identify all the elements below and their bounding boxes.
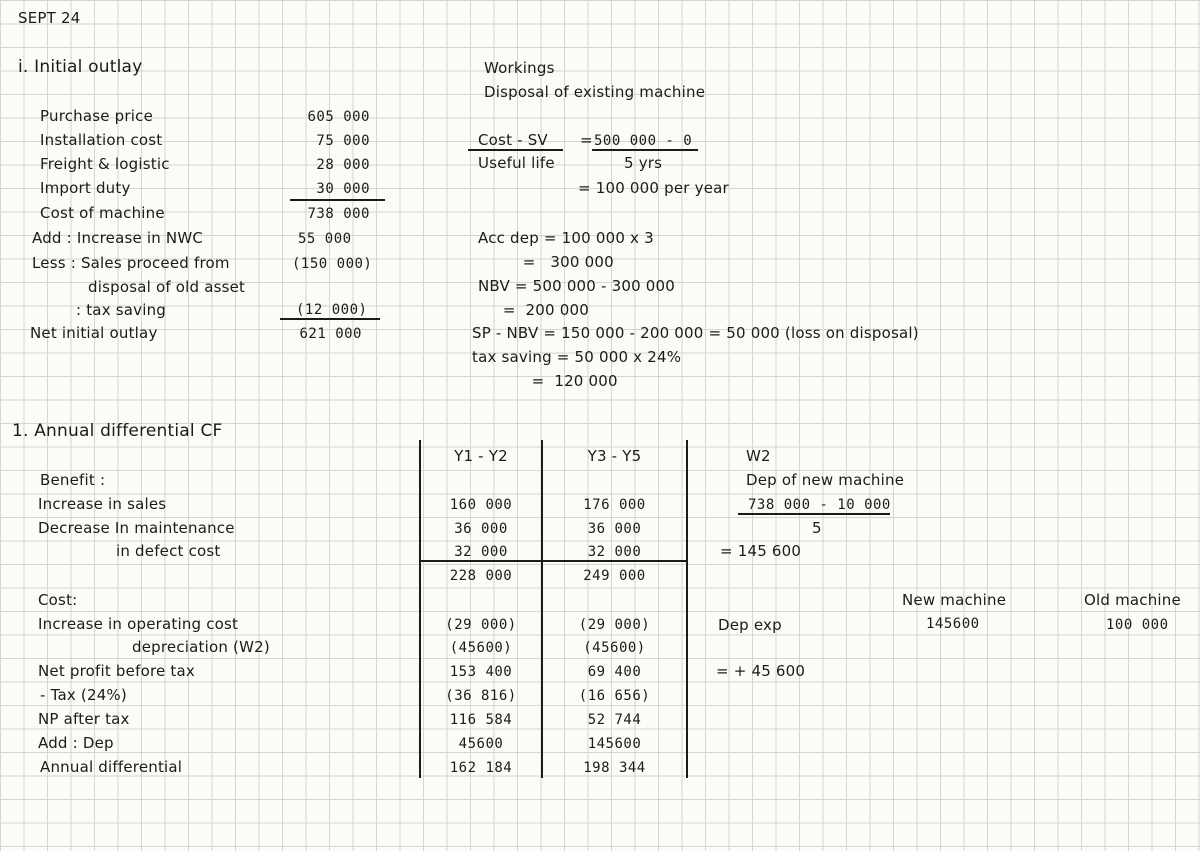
workings-line: = 200 000 [478,301,589,319]
row-label: NP after tax [38,710,130,728]
old-machine-value: 100 000 [1106,617,1169,633]
initial-outlay-heading: i. Initial outlay [18,57,143,77]
row-label: Less : Sales proceed from [32,254,230,272]
row-value-y1: (36 816) [445,688,517,704]
row-value-y1: 32 000 [454,544,508,560]
row-label: Add : Increase in NWC [32,229,204,247]
w2-heading: W2 [746,447,771,465]
row-label: depreciation (W2) [132,638,270,656]
w2-numerator: 738 000 - 10 000 [748,497,891,513]
column-header-y3-y5: Y3 - Y5 [587,447,642,465]
row-label: : tax saving [76,301,167,319]
workings-line: = 120 000 [472,372,618,390]
workings-line: tax saving = 50 000 x 24% [472,348,682,366]
subtotal-rule [290,199,385,201]
row-value: (12 000) [296,302,368,318]
new-machine-value: 145600 [926,616,980,632]
row-label: Freight & logistic [40,155,170,173]
row-label: disposal of old asset [88,278,246,296]
workings-subheading: Disposal of existing machine [484,83,706,101]
row-label: Installation cost [40,131,163,149]
row-value: (150 000) [292,256,373,272]
column-rule [686,440,688,778]
row-value-y3: 176 000 [583,497,646,513]
dep-exp-label: Dep exp [718,616,782,634]
row-value-y3: (29 000) [578,617,651,633]
fraction-right-numerator: 500 000 - 0 [594,133,693,149]
row-label: Benefit : [40,471,106,489]
row-value-y1: (29 000) [445,617,517,633]
fraction-left-numerator: Cost - SV [478,131,548,149]
row-value-y1: (45600) [449,640,513,656]
dep-per-year: = 100 000 per year [578,179,729,197]
row-value-y1: 36 000 [454,521,508,537]
row-label: in defect cost [116,542,221,560]
fraction-bar [468,149,563,151]
row-value: 75 000 [316,133,370,149]
row-value-y3: 198 344 [583,760,646,776]
row-value-y3: 69 400 [587,664,642,680]
row-value-y3: 36 000 [587,521,642,537]
row-value: 621 000 [299,326,362,342]
row-label: Net initial outlay [30,324,158,342]
w2-result: = 145 600 [720,542,802,560]
row-label: Net profit before tax [38,662,195,680]
row-value-y1: 153 400 [449,664,513,680]
dep-difference: = + 45 600 [716,662,806,680]
page-date: SEPT 24 [18,9,81,27]
row-value-y3: 145600 [587,736,642,752]
row-label: Increase in sales [38,495,167,513]
row-label: Cost: [38,591,78,609]
total-rule [280,318,380,320]
column-header-y1-y2: Y1 - Y2 [454,447,508,465]
row-value: 738 000 [307,206,370,222]
row-value-y3: 32 000 [587,544,642,560]
fraction-right-denominator: 5 yrs [624,154,663,172]
fraction-bar [592,149,698,151]
benefit-total-y3: 249 000 [583,568,646,584]
row-value-y3: (45600) [583,640,646,656]
workings-heading: Workings [484,59,555,77]
row-value-y1: 45600 [458,736,504,752]
fraction-bar [738,513,890,515]
row-label: Add : Dep [38,734,114,752]
row-label: Increase in operating cost [38,615,239,633]
row-value-y1: 116 584 [449,712,513,728]
fraction-left-denominator: Useful life [478,154,555,172]
row-value: 28 000 [316,157,370,173]
w2-denominator: 5 [812,519,822,537]
workings-line: = 300 000 [478,253,614,271]
benefit-total-y1: 228 000 [449,568,513,584]
row-label: Purchase price [40,107,154,125]
workings-line: SP - NBV = 150 000 - 200 000 = 50 000 (loss on disposal) [472,324,919,342]
row-value: 30 000 [316,181,370,197]
row-value-y3: (16 656) [578,688,651,704]
row-label: Cost of machine [40,204,165,222]
new-machine-label: New machine [902,591,1007,609]
row-value-y1: 160 000 [449,497,513,513]
w2-subheading: Dep of new machine [746,471,905,489]
row-label: Annual differential [40,758,183,776]
old-machine-label: Old machine [1084,591,1181,609]
row-value: 55 000 [298,231,352,247]
row-label: Import duty [40,179,131,197]
row-label: Decrease In maintenance [38,519,235,537]
row-value: 605 000 [307,109,370,125]
fraction-equals: = [580,131,593,149]
annual-cf-heading: 1. Annual differential CF [12,421,223,441]
row-value-y1: 162 184 [449,760,513,776]
workings-line: NBV = 500 000 - 300 000 [478,277,676,295]
row-label: - Tax (24%) [40,686,127,704]
row-value-y3: 52 744 [587,712,642,728]
workings-line: Acc dep = 100 000 x 3 [478,229,654,247]
